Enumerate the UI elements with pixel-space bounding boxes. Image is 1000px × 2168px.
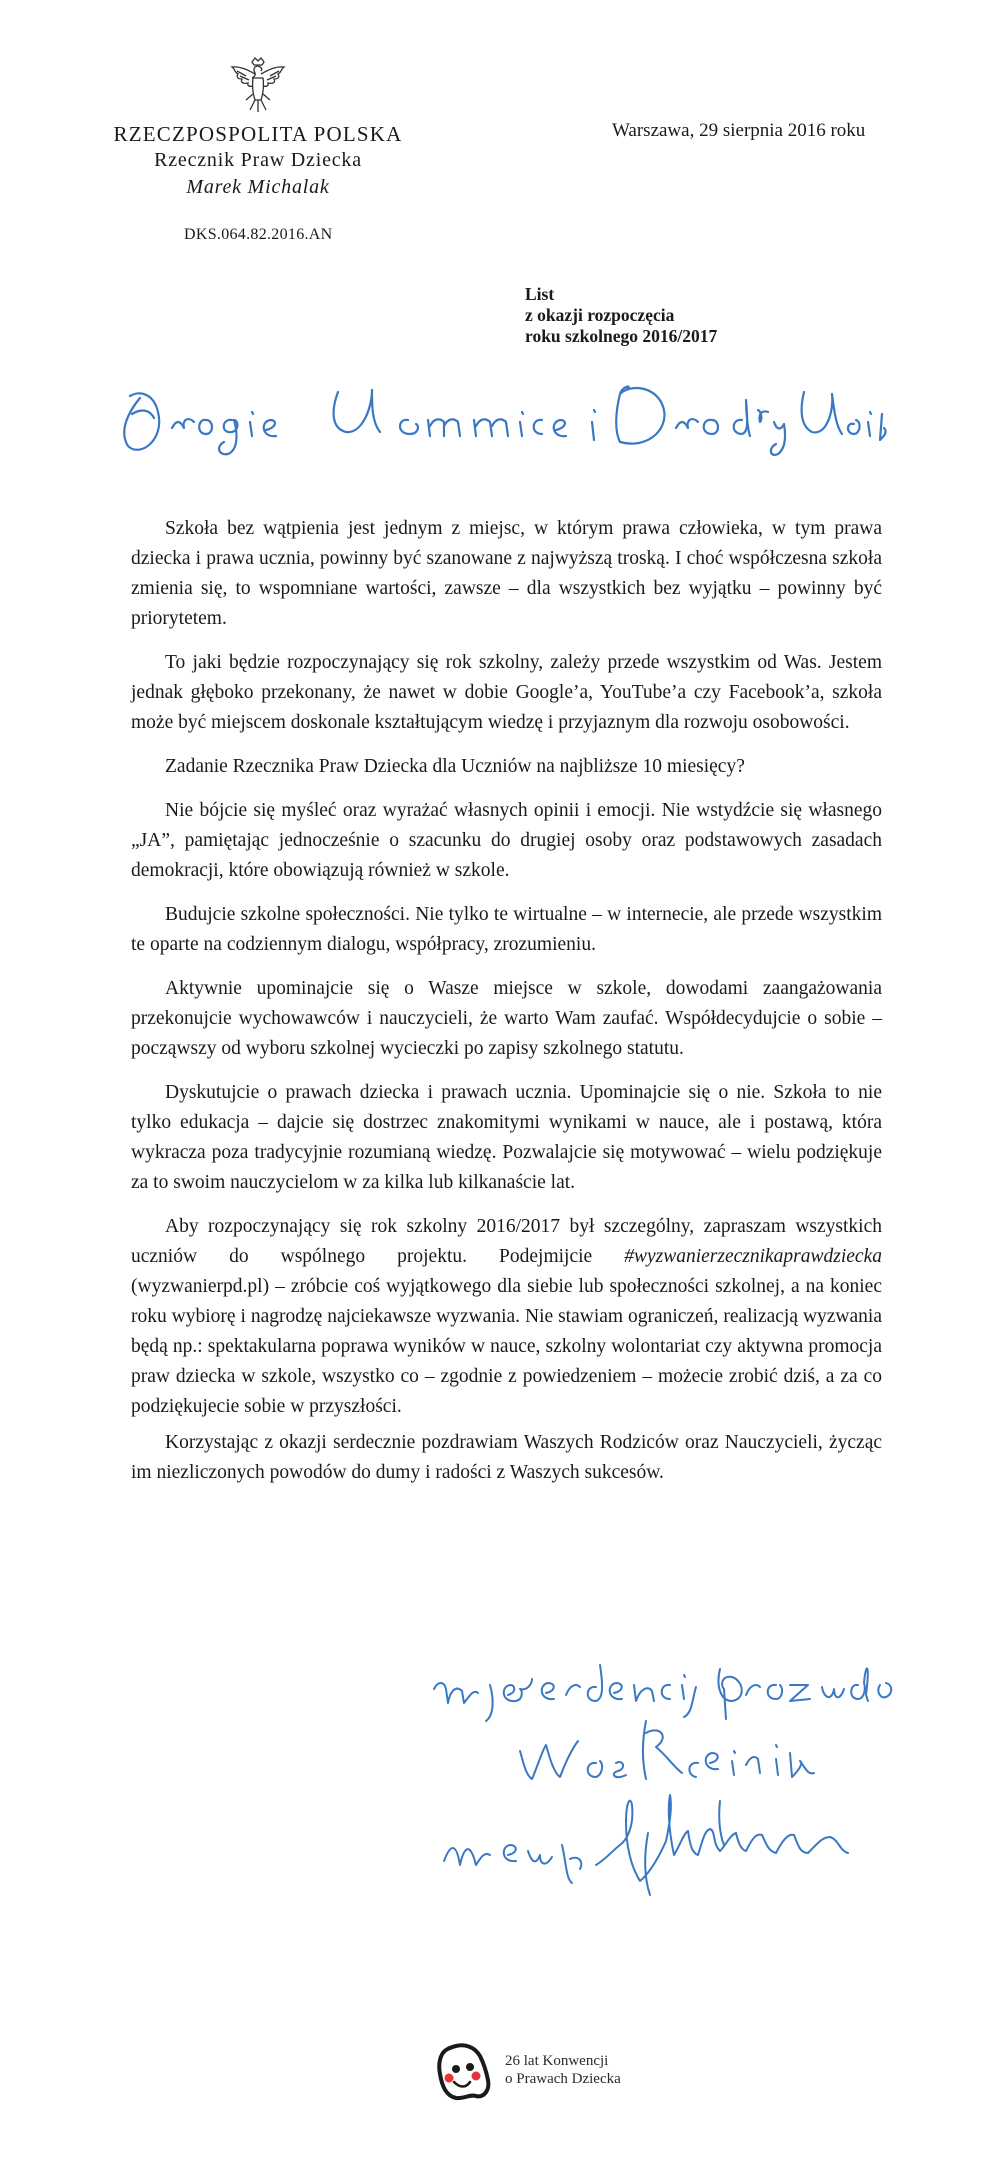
paragraph-5: Budujcie szkolne społeczności. Nie tylko te wirtualne – w internecie, ale przede wszystkim te oparte na codziennym dialogu, współpracy, zrozumieniu. xyxy=(131,904,882,955)
paragraph-4: Nie bójcie się myśleć oraz wyrażać własnych opinii i emocji. Nie wstydźcie się własnego „JA”, pamiętając jednocześnie o szacunku do drugiej osoby oraz podstawowych zasadach demokracji, które obowiązują również w szkole. xyxy=(131,800,882,881)
footer-line-1: 26 lat Konwencji xyxy=(505,2053,609,2069)
paragraph-8 xyxy=(131,1212,882,1422)
subject-line-1: List xyxy=(525,284,555,304)
handwritten-signature xyxy=(420,1655,900,1925)
office-name: Rzecznik Praw Dziecka xyxy=(154,149,362,171)
eagle-emblem-icon xyxy=(228,56,288,120)
paragraph-8-intro: Aby rozpoczynający się rok szkolny 2016/2017 był szczególny, zapraszam wszystkich uczniów do wspólnego projektu. Podejmijcie xyxy=(131,1216,882,1267)
subject-line-2: z okazji rozpoczęcia xyxy=(525,305,675,325)
paragraph-3: Zadanie Rzecznika Praw Dziecka dla Uczniów na najbliższe 10 miesięcy? xyxy=(165,756,745,777)
letter-subject xyxy=(525,284,717,347)
challenge-hashtag: #wyzwanierzecznikaprawdziecka xyxy=(624,1246,882,1267)
paragraph-6: Aktywnie upominajcie się o Wasze miejsce w szkole, dowodami zaangażowania przekonujcie wychowawców i nauczycieli, że warto Wam zaufać. Współdecydujcie o sobie – począwszy od wyboru szkolnej wycieczki po zapisy szkolnego statutu. xyxy=(131,978,882,1059)
footer-caption xyxy=(505,2052,621,2088)
letter-body xyxy=(131,514,882,1502)
subject-line-3: roku szkolnego 2016/2017 xyxy=(525,326,718,346)
paragraph-1: Szkoła bez wątpienia jest jednym z miejsc, w którym prawa człowieka, w tym prawa dziecka i prawa ucznia, powinny być szanowane z najwyższą troską. I choć współczesna szkoła zmienia się, to wspomniane wartości, zawsze – dla wszystkich bez wyjątku – powinny być priorytetem. xyxy=(131,518,882,629)
paragraph-2: To jaki będzie rozpoczynający się rok szkolny, zależy przede wszystkim od Was. Jestem jednak głęboko przekonany, że nawet w dobie Google’a, YouTube’a czy Facebook’a, szkoła może być miejscem doskonale kształtującym wiedzę i przyjaznym dla rozwoju osobowości. xyxy=(131,652,882,733)
convention-logo-icon xyxy=(434,2042,492,2102)
letter-date: Warszawa, 29 sierpnia 2016 roku xyxy=(612,120,866,141)
reference-number: DKS.064.82.2016.AN xyxy=(184,226,333,243)
handwritten-greeting xyxy=(110,350,890,460)
paragraph-9: Korzystając z okazji serdecznie pozdrawiam Waszych Rodziców oraz Nauczycieli, życząc im niezliczonych powodów do dumy i radości z Waszych sukcesów. xyxy=(131,1432,882,1483)
organization-name: RZECZPOSPOLITA POLSKA xyxy=(113,122,403,146)
person-name: Marek Michalak xyxy=(186,176,330,198)
footer-line-2: o Prawach Dziecka xyxy=(505,2071,621,2087)
paragraph-7: Dyskutujcie o prawach dziecka i prawach ucznia. Upominajcie się o nie. Szkoła to nie tylko edukacja – dajcie się dostrzec znakomitymi wynikami w nauce, ale i postawą, która wykracza poza tradycyjnie rozumianą wiedzę. Pozwalajcie się motywować – wielu podziękuje za to swoim nauczycielom w za kilka lub kilkanaście lat. xyxy=(131,1082,882,1193)
paragraph-8-rest: (wyzwanierpd.pl) – zróbcie coś wyjątkowego dla siebie lub społeczności szkolnej, a na koniec roku wybiorę i nagrodzę najciekawsze wyzwania. Nie stawiam ograniczeń, realizacją wyzwania będą np.: spektakularna poprawa wyników w nauce, szkolny wolontariat czy aktywna promocja praw dziecka w szkole, wszystko co – zgodnie z powiedzeniem – możecie zrobić dziś, a za co podziękujecie sobie w przyszłości. xyxy=(131,1276,882,1417)
